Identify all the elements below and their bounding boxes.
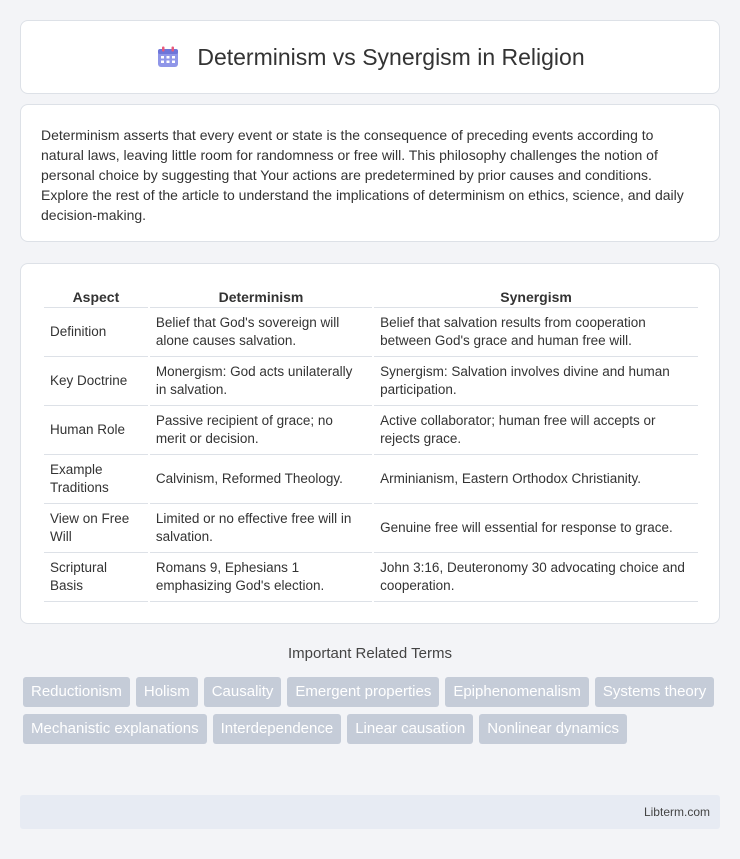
table-row (44, 455, 698, 504)
table-cell: Romans 9, Ephesians 1 emphasizing God's election. (150, 553, 372, 602)
calendar-icon (155, 44, 181, 70)
column-header-aspect: Aspect (44, 284, 148, 308)
related-term-tag[interactable]: Systems theory (595, 677, 714, 707)
table-cell: Active collaborator; human free will accepts or rejects grace. (374, 406, 698, 455)
table-row (44, 553, 698, 602)
footer (20, 795, 720, 829)
related-term-tag[interactable]: Mechanistic explanations (23, 714, 207, 744)
comparison-table (42, 284, 700, 602)
related-term-tag[interactable]: Causality (204, 677, 282, 707)
table-cell: Scriptural Basis (44, 553, 148, 602)
header-card (20, 20, 720, 94)
related-term-tag[interactable]: Emergent properties (287, 677, 439, 707)
table-cell: Calvinism, Reformed Theology. (150, 455, 372, 504)
related-term-tag[interactable]: Linear causation (347, 714, 473, 744)
table-cell: Arminianism, Eastern Orthodox Christianity. (374, 455, 698, 504)
table-cell: Belief that God's sovereign will alone causes salvation. (150, 308, 372, 357)
column-header-determinism: Determinism (150, 284, 372, 308)
table-cell: Definition (44, 308, 148, 357)
table-cell: Limited or no effective free will in salvation. (150, 504, 372, 553)
table-cell: Synergism: Salvation involves divine and human participation. (374, 357, 698, 406)
table-cell: Example Traditions (44, 455, 148, 504)
table-row (44, 504, 698, 553)
column-header-synergism: Synergism (374, 284, 698, 308)
page-title: Determinism vs Synergism in Religion (197, 43, 585, 70)
table-header-row (44, 284, 698, 308)
related-term-tag[interactable]: Interdependence (213, 714, 342, 744)
table-cell: Monergism: God acts unilaterally in salvation. (150, 357, 372, 406)
table-row (44, 406, 698, 455)
table-cell: Belief that salvation results from cooperation between God's grace and human free will. (374, 308, 698, 357)
table-cell: View on Free Will (44, 504, 148, 553)
table-cell: Key Doctrine (44, 357, 148, 406)
table-cell: Passive recipient of grace; no merit or decision. (150, 406, 372, 455)
related-terms-title: Important Related Terms (288, 645, 452, 662)
related-term-tag[interactable]: Nonlinear dynamics (479, 714, 627, 744)
intro-card (20, 104, 720, 242)
intro-text: Determinism asserts that every event or state is the consequence of preceding events according to natural laws, leaving little room for randomness or free will. This philosophy challenges the notion of personal choice by suggesting that Your actions are predetermined by prior causes and conditions. Explore the rest of the article to understand the implications of determinism on ethics, science, and daily decision-making. (41, 127, 684, 223)
table-row (44, 308, 698, 357)
comparison-table-card (20, 263, 720, 624)
related-term-tag[interactable]: Epiphenomenalism (445, 677, 589, 707)
table-cell: Human Role (44, 406, 148, 455)
related-term-tag[interactable]: Reductionism (23, 677, 130, 707)
table-cell: John 3:16, Deuteronomy 30 advocating choice and cooperation. (374, 553, 698, 602)
table-cell: Genuine free will essential for response to grace. (374, 504, 698, 553)
table-row (44, 357, 698, 406)
related-term-tag[interactable]: Holism (136, 677, 198, 707)
related-terms-list (23, 677, 723, 744)
footer-site-link[interactable]: Libterm.com (643, 805, 710, 819)
